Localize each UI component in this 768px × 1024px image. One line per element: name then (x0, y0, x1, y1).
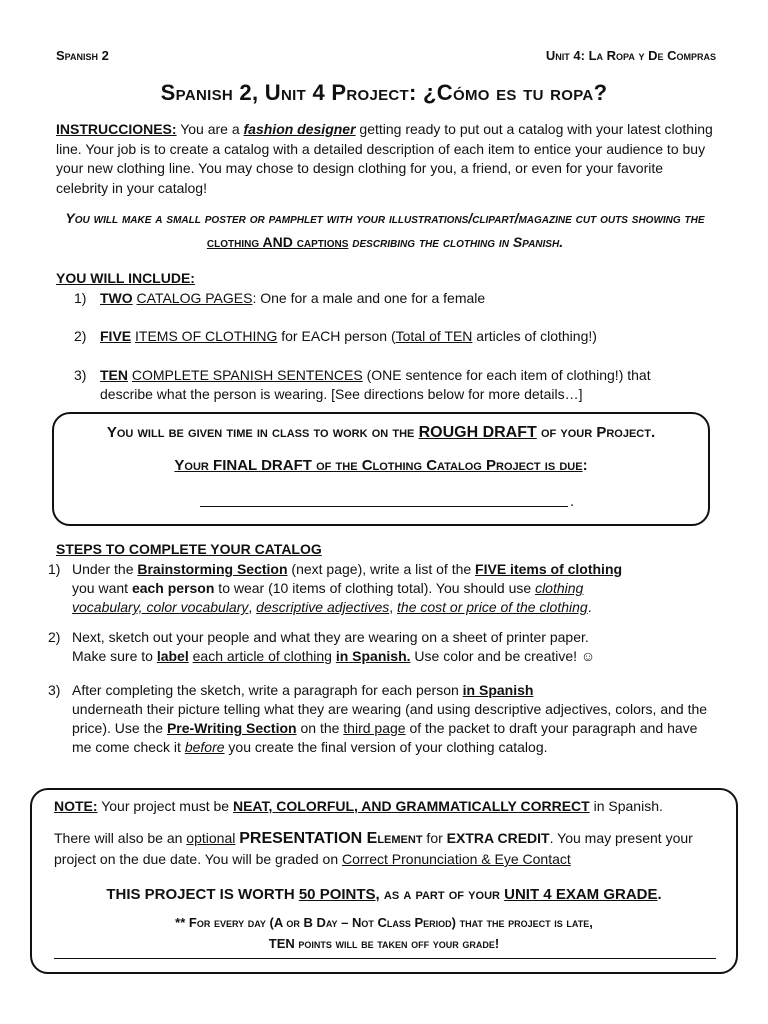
rough-draft-line: You will be given time in class to work on the ROUGH DRAFT of your Project. (106, 424, 656, 441)
extra-credit-line: There will also be an optional PRESENTATION Element for EXTRA CREDIT. You may present your project on the due date. You will be graded on Correct Pronunciation & Eye Contact (54, 830, 693, 867)
instructions-label: INSTRUCCIONES: (56, 121, 177, 137)
late-penalty-line: TEN points will be taken off your grade! (268, 936, 500, 951)
deadline-box: You will be given time in class to work on the ROUGH DRAFT of your Project. Your FINAL DRAFT of the Clothing Catalog Project is due: . (52, 412, 710, 526)
step-item: 3) After completing the sketch, write a paragraph for each person in Spanish underneath their picture telling what they are wearing (and using descriptive adjectives, colors, and the price). Use the Pre-Writing Section on the third page of the packet to draft your paragraph and have me come check it before you create the final version of your clothing catalog. (48, 682, 708, 755)
note-box (30, 788, 738, 974)
step-item: 1) Under the Brainstorming Section (next page), write a list of the FIVE items of clothing you want each person to wear (10 items of clothing total). You should use clothing vocabulary, color vocabulary, descriptive adjectives, the cost or price of the clothing. (48, 561, 623, 615)
course-header: Spanish 2 (56, 48, 109, 63)
include-heading: YOU WILL INCLUDE: (56, 270, 195, 286)
instructions-paragraph: INSTRUCCIONES: You are a fashion designer getting ready to put out a catalog with your latest clothing line. Your job is to create a catalog with a detailed description of each item to entice your audience to buy your new clothing line. You may chose to design clothing for you, a friend, or even for your favorite celebrity in your catalog! (56, 121, 713, 196)
steps-heading: STEPS TO COMPLETE YOUR CATALOG (56, 541, 322, 557)
due-date-blank[interactable] (200, 506, 568, 507)
fashion-designer-text: fashion designer (243, 121, 356, 137)
step-item: 2) Next, sketch out your people and what they are wearing on a sheet of printer paper. Make sure to label each article of clothing in Spanish. Use color and be creative! ☺ (48, 629, 596, 664)
page-title: Spanish 2, Unit 4 Project: ¿Cómo es tu ropa? (160, 80, 608, 105)
poster-instruction: You will make a small poster or pamphlet with your illustrations/clipart/magazine cut outs showing the clothing AND captions describing the clothing in Spanish. (65, 210, 705, 250)
final-draft-line: Your FINAL DRAFT of the Clothing Catalog Project is due: (174, 457, 588, 474)
bottom-rule (54, 958, 716, 959)
late-policy-line: ** For every day (A or B Day – Not Class Period) that the project is late, (175, 915, 593, 930)
include-item: 2) FIVE ITEMS OF CLOTHING for EACH person (Total of TEN articles of clothing!) (74, 328, 597, 344)
points-worth-line: THIS PROJECT IS WORTH 50 POINTS, as a part of your UNIT 4 EXAM GRADE. (106, 886, 662, 903)
unit-header: Unit 4: La Ropa y De Compras (545, 48, 716, 63)
include-item: 1) TWO CATALOG PAGES: One for a male and one for a female (74, 290, 486, 306)
include-item: 3) TEN COMPLETE SPANISH SENTENCES (ONE sentence for each item of clothing!) that describe what the person is wearing. [See directions below for more details…] (74, 367, 651, 402)
note-line: NOTE: Your project must be NEAT, COLORFUL, AND GRAMMATICALLY CORRECT in Spanish. (54, 798, 663, 814)
